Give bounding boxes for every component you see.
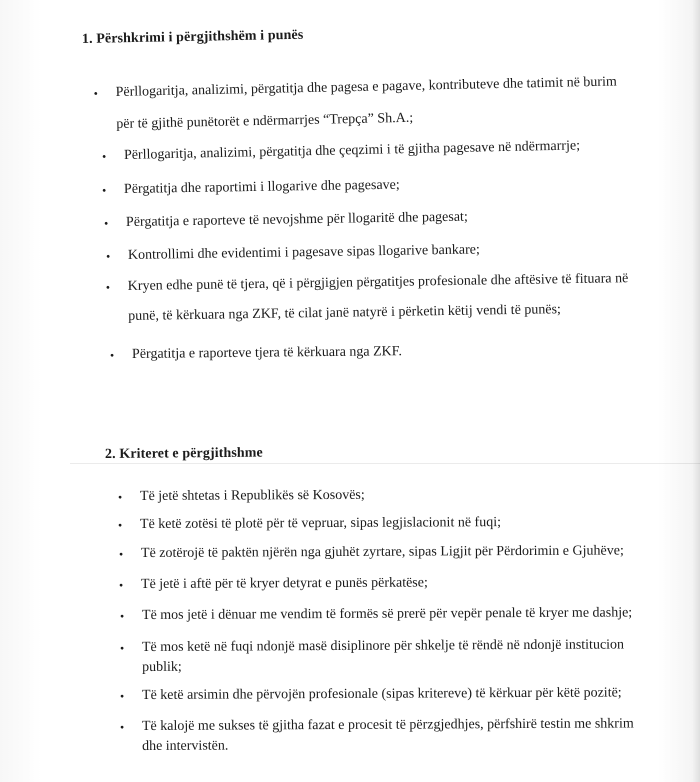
list-item — [119, 603, 633, 626]
section-1-heading: 1. Përshkrimi i përgjithshëm i punës — [81, 27, 304, 47]
bullet-icon: • — [117, 518, 123, 533]
list-item-text: Të ketë zotësi të plotë për të vepruar, sipas legjislacionit në fuqi; — [139, 515, 502, 532]
list-item — [118, 573, 428, 595]
list-item-text: Përgatitja dhe raportimi i llogarive dhe pagesave; — [123, 177, 400, 197]
list-item-text: Të zotërojë të paktën njërën nga gjuhët zyrtare, sipas Ligjit për Përdorimin e Gjuhëve; — [140, 543, 624, 561]
list-item — [109, 342, 403, 365]
bullet-icon: • — [119, 720, 125, 735]
list-item-text: Përgatitja e raporteve të nevojshme për llogaritë dhe pagesat; — [125, 209, 468, 230]
list-item-text: Përgatitja e raporteve tjera të kërkuara nga ZKF. — [131, 344, 403, 362]
list-item — [101, 176, 400, 200]
scan-artifact-line — [70, 463, 700, 464]
bullet-icon: • — [118, 578, 124, 593]
list-item-text: Të ketë arsimin dhe përvojën profesionale (sipas kritereve) të kërkuar për këtë pozitë; — [141, 685, 622, 703]
list-item-text-continued: për të gjithë punëtorët e ndërmarrjes “Trepça” Sh.A.; — [116, 110, 414, 132]
bullet-icon: • — [101, 183, 107, 198]
list-item — [105, 269, 629, 327]
list-item-text: Kryen edhe punë të tjera, që i përgjigjen përgatitjes profesionale dhe aftësive të fituara në — [127, 271, 629, 295]
bullet-icon: • — [101, 149, 107, 164]
list-item — [119, 683, 622, 706]
list-item — [117, 486, 365, 507]
list-item-text-continued: punë, të kërkuara nga ZKF, të cilat janë natyrë i përketin këtij vendi të punës; — [128, 302, 562, 324]
bullet-icon: • — [119, 641, 125, 656]
bullet-icon: • — [109, 348, 115, 363]
bullet-icon: • — [119, 609, 125, 624]
list-item-text: Përllogaritja, analizimi, përgatitja dhe pagesa e pagave, kontributeve dhe tatimit në burim — [115, 74, 617, 101]
list-item-text-continued: publik; — [142, 659, 182, 675]
list-item-text: Kontrollimi dhe evidentimi i pagesave sipas llogarive bankare; — [127, 242, 480, 263]
bullet-icon: • — [93, 86, 99, 101]
bullet-icon: • — [118, 547, 124, 562]
list-item-text: Të jetë shtetas i Republikës së Kosovës; — [139, 487, 365, 504]
list-item-text: Të kalojë me sukses të gjitha fazat e procesit të përzgjedhjes, përfshirë testin me shkrim — [141, 716, 634, 735]
list-item — [101, 136, 581, 166]
list-item-text: Të jetë i aftë për të kryer detyrat e punës përkatëse; — [140, 575, 428, 592]
list-item-text-continued: dhe intervistën. — [142, 738, 229, 754]
list-item-text: Përllogaritja, analizimi, përgatitja dhe çeqzimi i të gjitha pagesave në ndërmarrje; — [123, 138, 581, 163]
list-item — [119, 714, 634, 757]
list-item — [119, 635, 625, 678]
scan-edge-shadow — [692, 0, 700, 782]
list-item — [103, 208, 468, 233]
bullet-icon: • — [119, 689, 125, 704]
list-item — [105, 240, 480, 266]
bullet-icon: • — [105, 249, 111, 264]
list-item — [117, 513, 502, 535]
section-2-heading: 2. Kriteret e përgjithshme — [104, 445, 263, 462]
list-item — [93, 73, 617, 135]
bullet-icon: • — [103, 216, 109, 231]
list-item-text: Të mos ketë në fuqi ndonjë masë disiplinore për shkelje të rëndë në ndonjë institucion — [141, 637, 625, 656]
bullet-icon: • — [117, 490, 123, 505]
list-item — [118, 541, 624, 564]
bullet-icon: • — [105, 280, 111, 295]
list-item-text: Të mos jetë i dënuar me vendim të formës së prerë për vepër penale të kryer me dashje; — [141, 605, 633, 623]
